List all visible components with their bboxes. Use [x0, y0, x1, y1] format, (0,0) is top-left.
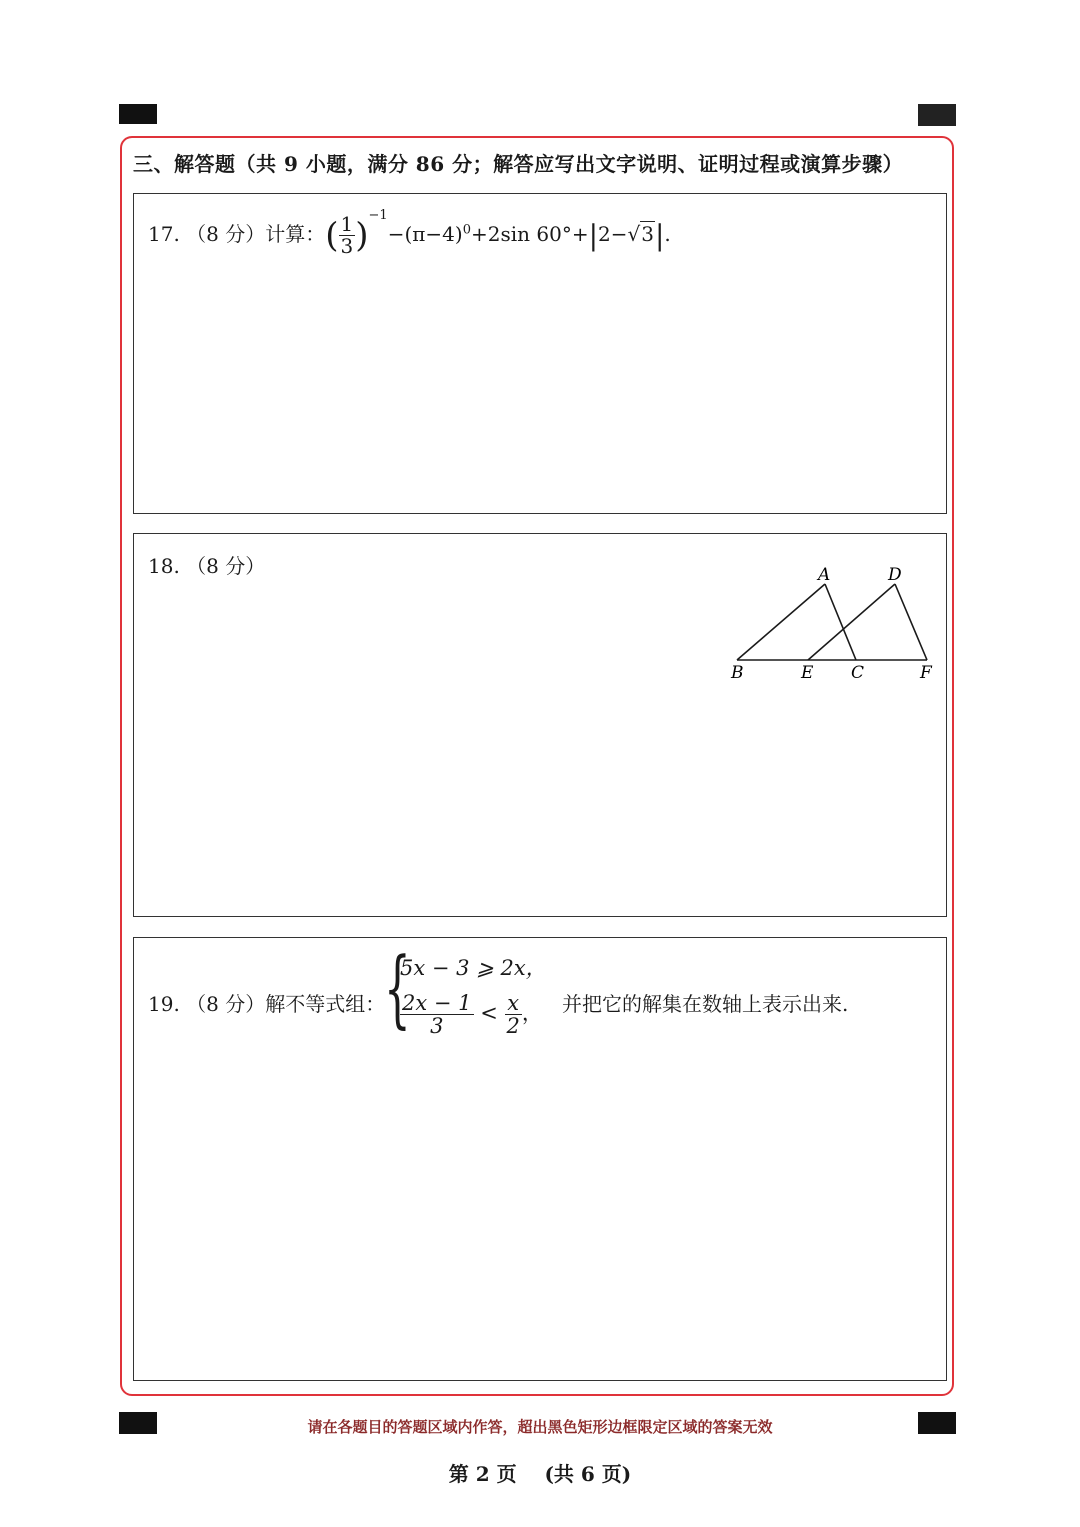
label-A: A [818, 565, 831, 585]
page-number: 第 2 页 (共 6 页) [448, 1462, 632, 1486]
label-C: C [851, 663, 865, 683]
q17-term2: −(π−4) [387, 222, 463, 246]
footer-warning: 请在各题目的答题区域内作答，超出黑色矩形边框限定区域的答案无效 [307, 1418, 773, 1436]
segment-AB [737, 584, 825, 660]
q18-label: 18. [148, 554, 180, 578]
q19-tail: 并把它的解集在数轴上表示出来. [562, 992, 849, 1016]
q19-label: 19. [148, 992, 180, 1016]
q19-inequality-1: 5x − 3 ⩾ 2x， [400, 956, 547, 980]
q19-ineq2-end: ， [521, 1001, 543, 1026]
q19-inequality-2 [400, 992, 543, 1037]
abs-bar-left: | [588, 219, 599, 252]
q19-lhs-fraction: $\frac{2x - 1}{3}$ [402, 991, 472, 1039]
sqrt-sign: √ [627, 222, 641, 246]
q17-term3: +2sin 60°+ [470, 222, 589, 246]
label-F: F [920, 663, 932, 683]
label-B: B [731, 663, 744, 683]
q19-relation: < [480, 1001, 498, 1026]
q18-question [148, 550, 265, 579]
section-title: 三、解答题（共 9 小题，满分 86 分；解答应写出文字说明、证明过程或演算步骤） [133, 152, 904, 176]
q17-abs-a: 2− [598, 222, 628, 246]
q18-points: （8 分） [186, 554, 266, 578]
label-D: D [888, 565, 902, 585]
right-paren: ) [355, 215, 369, 256]
q19-prompt: 解不等式组： [265, 992, 386, 1016]
q17-label: 17. [148, 222, 180, 246]
left-paren: ( [325, 215, 339, 256]
q17-end: . [664, 222, 671, 246]
q17-sqrt-value: 3 [641, 222, 654, 246]
q19-question [148, 988, 385, 1017]
segment-DF [895, 584, 927, 660]
registration-mark-top-right [918, 104, 956, 126]
q17-fraction: $\frac{1}{3}$ [340, 212, 354, 258]
q17-exponent-1: −1 [368, 208, 388, 224]
q17-points: （8 分） [186, 222, 266, 246]
q17-prompt: 计算： [265, 222, 326, 246]
registration-mark-top-left [119, 104, 157, 124]
q18-triangle-figure [725, 562, 940, 684]
label-E: E [801, 663, 814, 683]
system-brace: { [384, 939, 411, 1037]
q17-exponent-0: 0 [462, 222, 471, 238]
q17-question [148, 208, 671, 258]
abs-bar-right: | [654, 219, 665, 252]
q19-points: （8 分） [186, 992, 266, 1016]
q19-rhs-fraction: $\frac{x}{2}$ [506, 991, 520, 1039]
